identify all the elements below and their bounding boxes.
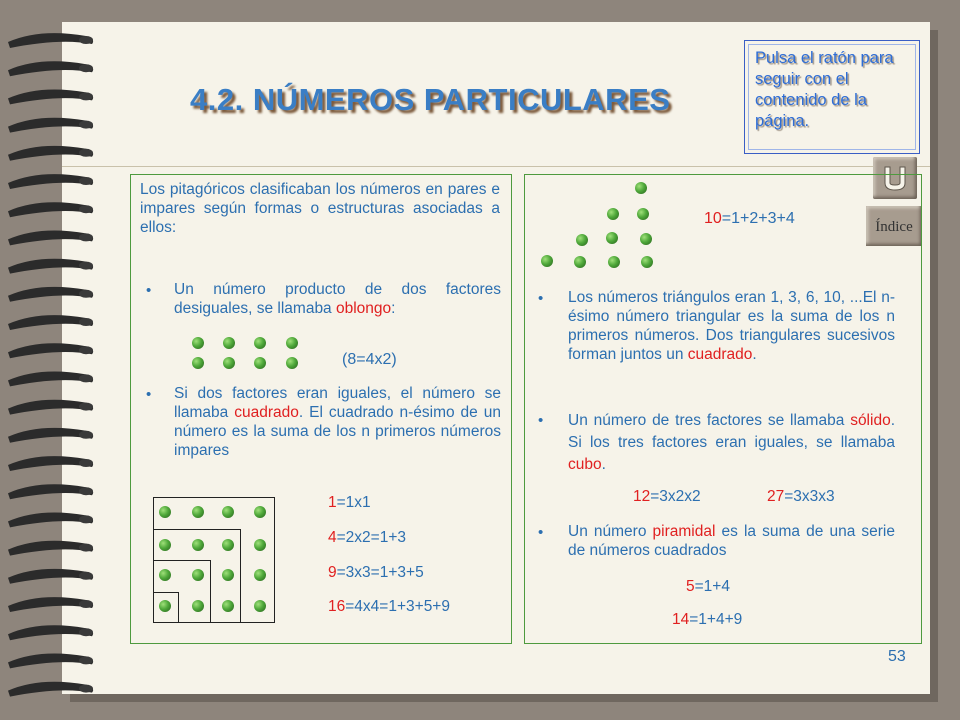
triangle-dot [576, 234, 588, 246]
square-paragraph [174, 384, 501, 460]
triangle-dot [608, 256, 620, 268]
oblong-paragraph [174, 280, 501, 318]
oblong-dot [254, 357, 266, 369]
oblong-post: : [391, 300, 396, 317]
cube-word: cubo [568, 456, 602, 473]
pyramid-word: piramidal [652, 523, 716, 540]
square-equation-9: 9=3x3=1+3+5 [328, 564, 424, 581]
binding-hole [79, 487, 93, 495]
square-dot [254, 569, 266, 581]
intro-text: Los pitagóricos clasificaban los números en pares e impares según formas o estructuras asociadas a ellos: [140, 181, 500, 236]
square-dot [192, 569, 204, 581]
square-dot [192, 600, 204, 612]
binding-hole [79, 628, 93, 636]
triangle-dot [640, 233, 652, 245]
triangle-dot [541, 255, 553, 267]
triangle-post: . [752, 346, 757, 363]
oblong-dot [223, 337, 235, 349]
binding-hole [79, 374, 93, 382]
binding-hole [79, 233, 93, 241]
solid-word: sólido [850, 412, 891, 429]
cube-post: . [601, 456, 606, 473]
pyramid-pre: Un número [568, 523, 653, 540]
square-dot [222, 539, 234, 551]
click-to-continue-notice[interactable] [744, 40, 920, 154]
square-dot [192, 539, 204, 551]
binding-hole [79, 36, 93, 44]
square-dot [159, 600, 171, 612]
oblong-dot [254, 337, 266, 349]
square-dot [222, 506, 234, 518]
binding-hole [79, 262, 93, 270]
spiral-binding [0, 0, 110, 720]
binding-hole [79, 431, 93, 439]
binding-hole [79, 656, 93, 664]
oblong-dot [286, 337, 298, 349]
notice-text: Pulsa el ratón para seguir con el contenido de la página. [755, 49, 894, 130]
binding-hole [79, 403, 93, 411]
triangle-dot [635, 182, 647, 194]
bullet-square: • [146, 386, 152, 403]
triangle-equation: 10=1+2+3+4 [704, 210, 795, 227]
oblong-word: oblongo [336, 300, 392, 317]
oblong-dot [223, 357, 235, 369]
triangle-paragraph [568, 288, 895, 364]
triangle-pre: Los números triángulos eran 1, 3, 6, 10, ...El n-ésimo número triangular es la suma de los n primeros números. Dos triangulares sucesivos forman juntos un [568, 289, 895, 363]
oblong-dot [192, 337, 204, 349]
square-dot [159, 569, 171, 581]
binding-hole [79, 149, 93, 157]
square-equation-4: 4=2x2=1+3 [328, 529, 407, 546]
intro-paragraph [140, 180, 500, 237]
solid-mid: . Si los tres factores eran iguales, se llamaba [568, 412, 895, 451]
oblong-dot [286, 357, 298, 369]
bullet-solid: • [538, 412, 544, 429]
binding-hole [79, 572, 93, 580]
title-divider [62, 166, 930, 167]
oblong-pre: Un número producto de dos factores desiguales, se llamaba [174, 281, 501, 317]
binding-hole [79, 685, 93, 693]
binding-hole [79, 92, 93, 100]
square-dot [254, 539, 266, 551]
square-post: . El cuadrado n-ésimo de un número es la suma de los n primeros números impares [174, 404, 501, 459]
square-equation-1: 1=1x1 [328, 494, 371, 511]
bullet-oblong: • [146, 282, 152, 299]
solid-example-12: 12=3x2x2 [633, 488, 701, 505]
bullet-pyramid: • [538, 524, 544, 541]
binding-hole [79, 121, 93, 129]
binding-hole [79, 205, 93, 213]
page-title: 4.2. NÚMEROS PARTICULARES [190, 82, 671, 117]
binding-hole [79, 346, 93, 354]
square-dot [222, 569, 234, 581]
square-pre: Si dos factores eran iguales, el número se llamaba [174, 385, 501, 421]
oblong-dot [192, 357, 204, 369]
binding-hole [79, 64, 93, 72]
triangle-word: cuadrado [687, 346, 753, 363]
pyramid-paragraph [568, 522, 895, 560]
binding-hole [79, 290, 93, 298]
page-number: 53 [888, 648, 906, 665]
pyramid-post: es la suma de una serie de números cuadrados [568, 523, 895, 559]
oblong-equation: (8=4x2) [342, 351, 397, 368]
triangle-dot [641, 256, 653, 268]
square-equation-16: 16=4x4=1+3+5+9 [328, 598, 450, 615]
triangle-dot [607, 208, 619, 220]
solid-paragraph [568, 410, 895, 476]
square-dot [159, 539, 171, 551]
pyramid-example-14: 14=1+4+9 [672, 611, 743, 628]
triangle-dot [574, 256, 586, 268]
binding-hole [79, 318, 93, 326]
binding-hole [79, 544, 93, 552]
binding-hole [79, 515, 93, 523]
square-word: cuadrado [234, 404, 299, 421]
bullet-triangle: • [538, 290, 544, 307]
square-dot [192, 506, 204, 518]
solid-example-27: 27=3x3x3 [767, 488, 835, 505]
square-dot [254, 506, 266, 518]
square-dot [254, 600, 266, 612]
index-button[interactable]: Índice [866, 206, 922, 246]
binding-hole [79, 459, 93, 467]
triangle-dot [606, 232, 618, 244]
triangle-dot [637, 208, 649, 220]
square-dot [159, 506, 171, 518]
pyramid-example-5: 5=1+4 [686, 578, 730, 595]
solid-pre: Un número de tres factores se llamaba [568, 412, 851, 429]
binding-hole [79, 177, 93, 185]
binding-hole [79, 600, 93, 608]
square-dot [222, 600, 234, 612]
